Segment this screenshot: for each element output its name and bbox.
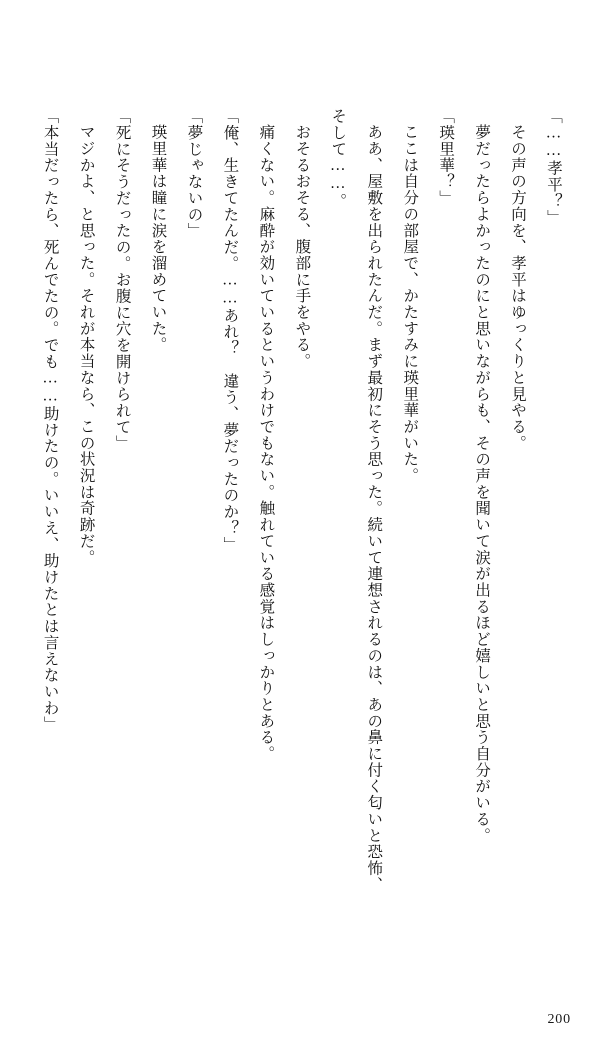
- paragraph: 「死にそうだったの。お腹に穴を開けられて」: [113, 108, 131, 452]
- paragraph: マジかよ、と思った。それが本当なら、この状況は奇跡だ。: [77, 123, 95, 566]
- paragraph: ここは自分の部屋で、かたすみに瑛里華がいた。: [401, 123, 419, 484]
- paragraph: 「瑛里華？」: [437, 108, 455, 207]
- paragraph: 「俺、生きてたんだ。……あれ？ 違う、夢だったのか？」: [221, 108, 239, 553]
- paragraph: その声の方向を、孝平はゆっくりと見やる。: [509, 123, 527, 451]
- page-number: 200: [547, 1012, 571, 1027]
- paragraph: おそるおそる、腹部に手をやる。: [293, 123, 311, 369]
- paragraph: 夢だったらよかったのにと思いながらも、その声を聞いて涙が出るほど嬉しいと思う自分がいる。: [473, 123, 491, 844]
- paragraph: 「夢じゃないの」: [185, 108, 203, 239]
- paragraph: 痛くない。麻酔が効いているというわけでもない。触れている感覚はしっかりとある。: [257, 123, 275, 762]
- paragraph: ああ、屋敷を出られたんだ。まず最初にそう思った。続いて連想されるのは、あの鼻に付く匂いと恐怖、そして……。: [329, 108, 383, 893]
- vertical-text-body: [41, 108, 571, 898]
- paragraph: 「……孝平？」: [545, 108, 562, 226]
- paragraph: 瑛里華は瞳に涙を溜めていた。: [149, 123, 167, 353]
- paragraph: 「本当だったら、死んでたの。でも……助けたの。いいえ、助けたとは言えないわ」: [41, 108, 59, 733]
